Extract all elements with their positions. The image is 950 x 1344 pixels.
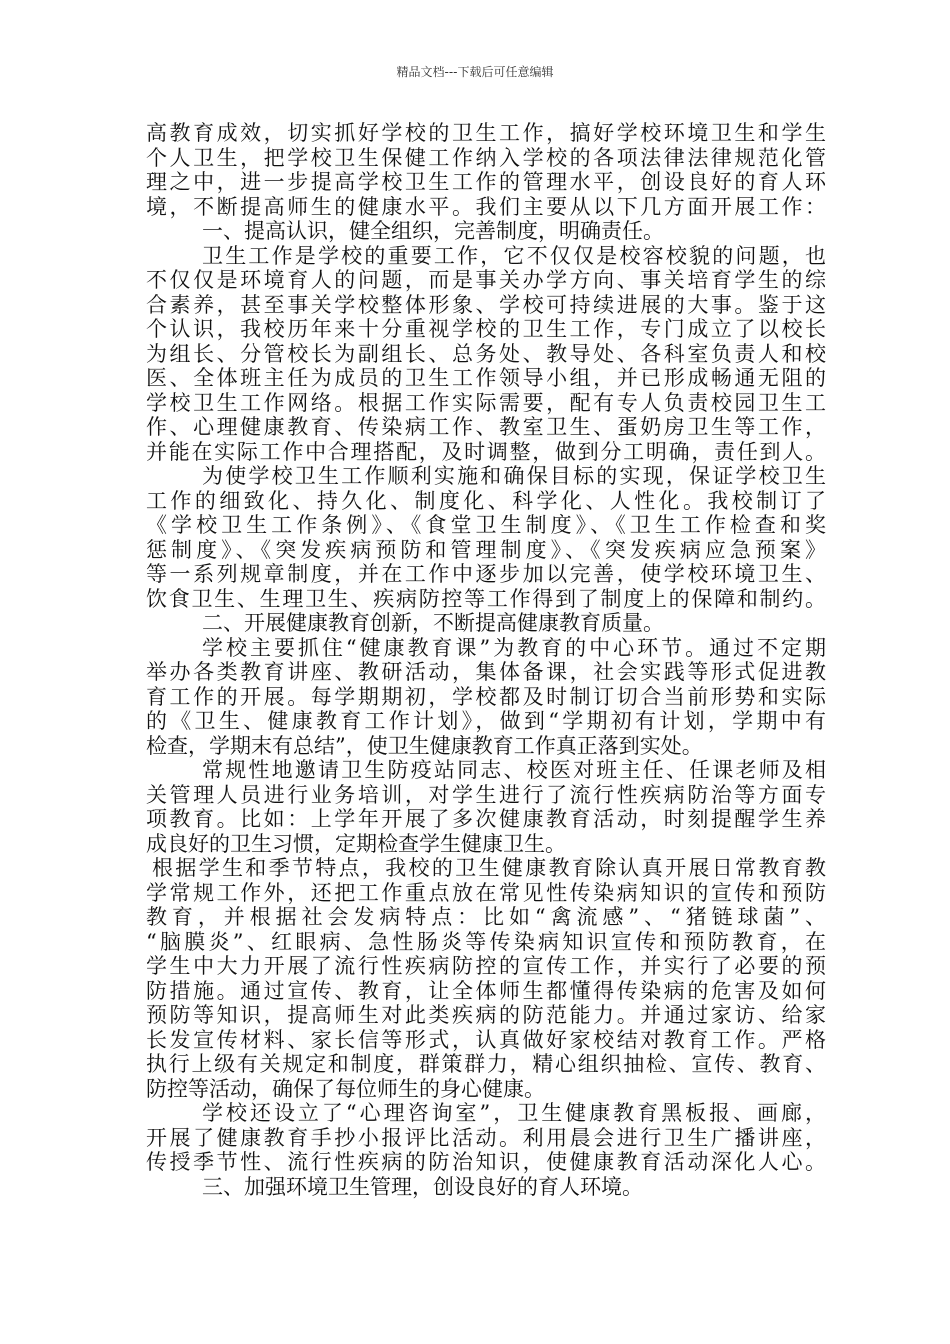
text-line: 不仅仅是环境育人的问题，而是事关办学方向、事关培育学生的综: [146, 268, 826, 292]
text-line: 一、提高认识，健全组织，完善制度，明确责任。: [202, 219, 664, 243]
text-line: 三、加强环境卫生管理，创设良好的育人环境。: [202, 1174, 643, 1199]
text-line: 并能在实际工作中合理搭配，及时调整，做到分工明确，责任到人。: [146, 439, 826, 464]
text-line: 个认识，我校历年来十分重视学校的卫生工作，专门成立了以校长: [146, 317, 826, 341]
text-line: 二、开展健康教育创新，不断提高健康教育质量。: [202, 611, 664, 635]
text-line: 高教育成效，切实抓好学校的卫生工作，搞好学校环境卫生和学生: [146, 121, 826, 145]
text-line: 举办各类教育讲座、教研活动，集体备课，社会实践等形式促进教: [146, 660, 826, 684]
text-line: 检查，学期末有总结”，使卫生健康教育工作真正落到实处。: [146, 733, 703, 758]
text-line: 等一系列规章制度，并在工作中逐步加以完善，使学校环境卫生、: [146, 562, 826, 586]
text-line: 常规性地邀请卫生防疫站同志、校医对班主任、任课老师及相: [202, 758, 826, 782]
text-line: 境，不断提高师生的健康水平。我们主要从以下几方面开展工作：: [146, 194, 826, 219]
text-line: 的《卫生、健康教育工作计划》，做到“学期初有计划，学期中有: [146, 709, 826, 733]
text-line: 根据学生和季节特点，我校的卫生健康教育除认真开展日常教育教: [152, 856, 826, 880]
text-line: 为使学校卫生工作顺利实施和确保目标的实现，保证学校卫生: [202, 464, 826, 488]
text-line: 长发宣传材料、家长信等形式，认真做好家校结对教育工作。严格: [146, 1027, 826, 1052]
text-line: “脑膜炎”、红眼病、急性肠炎等传染病知识宣传和预防教育，在: [146, 929, 826, 954]
page-header: 精品文档---下载后可任意编辑: [396, 65, 554, 79]
text-line: 作、心理健康教育、传染病工作、教室卫生、蛋奶房卫生等工作，: [146, 415, 826, 439]
text-line: 防控等活动，确保了每位师生的身心健康。: [146, 1076, 545, 1101]
text-line: 工作的细致化、持久化、制度化、科学化、人性化。我校制订了: [146, 488, 826, 513]
text-line: 防措施。通过宣传、教育，让全体师生都懂得传染病的危害及如何: [146, 978, 826, 1003]
text-line: 传授季节性、流行性疾病的防治知识，使健康教育活动深化人心。: [146, 1150, 826, 1174]
text-line: 预防等知识，提高师生对此类疾病的防范能力。并通过家访、给家: [146, 1003, 826, 1027]
text-line: 关管理人员进行业务培训，对学生进行了流行性疾病防治等方面专: [146, 782, 826, 807]
text-line: 项教育。比如：上学年开展了多次健康教育活动，时刻提醒学生养: [146, 807, 826, 831]
text-line: 惩制度》、《突发疾病预防和管理制度》、《突发疾病应急预案》: [146, 537, 826, 562]
text-line: 学常规工作外，还把工作重点放在常见性传染病知识的宣传和预防: [146, 880, 826, 905]
text-line: 为组长、分管校长为副组长、总务处、教导处、各科室负责人和校: [146, 341, 826, 366]
text-line: 开展了健康教育手抄小报评比活动。利用晨会进行卫生广播讲座，: [146, 1125, 826, 1150]
text-line: 理之中，进一步提高学校卫生工作的管理水平，创设良好的育人环: [146, 170, 826, 194]
text-line: 个人卫生，把学校卫生保健工作纳入学校的各项法律法律规范化管: [146, 145, 826, 170]
text-line: 学生中大力开展了流行性疾病防控的宣传工作，并实行了必要的预: [146, 954, 826, 978]
text-line: 教育，并根据社会发病特点：比如“禽流感”、“猪链球菌”、: [146, 905, 826, 929]
text-line: 学校还设立了“心理咨询室”，卫生健康教育黑板报、画廊，: [202, 1101, 826, 1125]
text-line: 卫生工作是学校的重要工作，它不仅仅是校容校貌的问题，也: [202, 243, 826, 268]
text-line: 学校主要抓住“健康教育课”为教育的中心环节。通过不定期: [202, 635, 826, 660]
text-line: 育工作的开展。每学期期初，学校都及时制订切合当前形势和实际: [146, 684, 826, 709]
text-line: 饮食卫生、生理卫生、疾病防控等工作得到了制度上的保障和制约。: [146, 586, 826, 611]
text-line: 执行上级有关规定和制度，群策群力，精心组织抽检、宣传、教育、: [146, 1052, 826, 1076]
text-line: 学校卫生工作网络。根据工作实际需要，配有专人负责校园卫生工: [146, 390, 826, 415]
text-line: 合素养，甚至事关学校整体形象、学校可持续进展的大事。鉴于这: [146, 292, 826, 317]
text-line: 医、全体班主任为成员的卫生工作领导小组，并已形成畅通无阻的: [146, 366, 826, 390]
text-line: 成良好的卫生习惯，定期检查学生健康卫生。: [146, 831, 566, 856]
document-body: [146, 121, 826, 1199]
text-line: 《学校卫生工作条例》、《食堂卫生制度》、《卫生工作检查和奖: [146, 513, 826, 537]
